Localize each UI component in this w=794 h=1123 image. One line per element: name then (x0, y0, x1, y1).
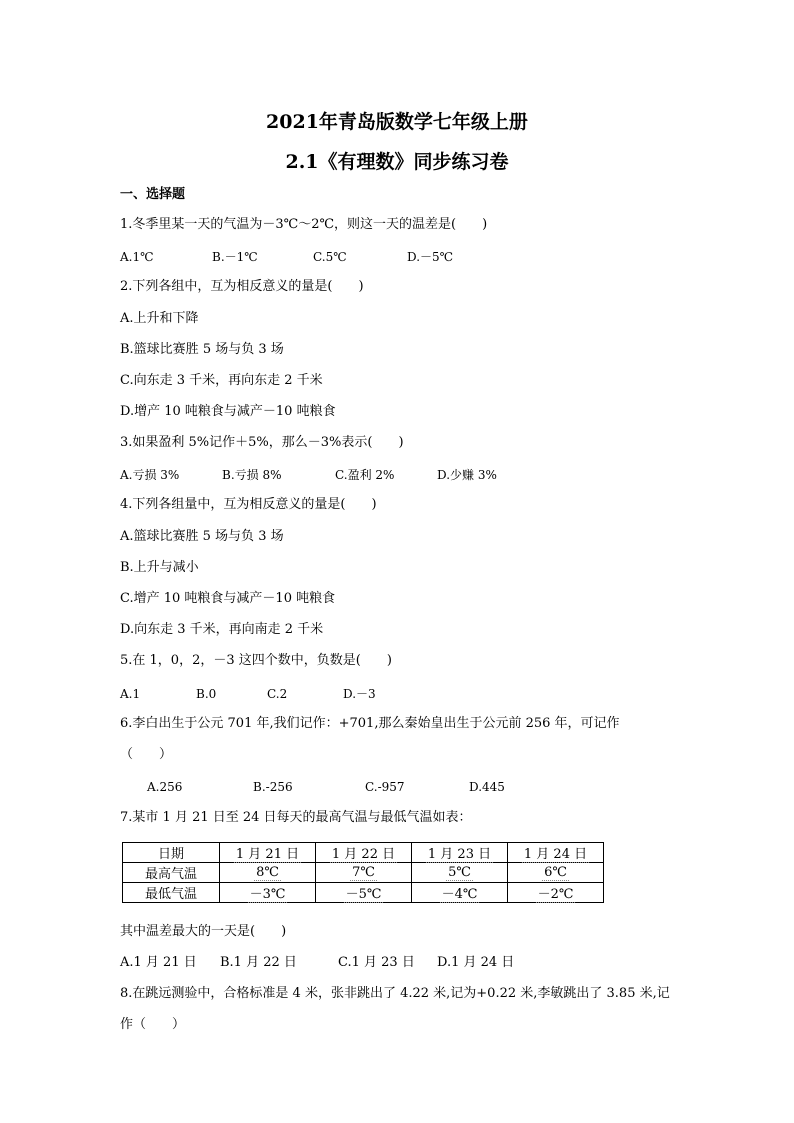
q2-option-d: D.增产 10 吨粮食与减产－10 吨粮食 (120, 404, 336, 419)
table-row (123, 883, 604, 903)
q3-option-d: D.少赚 3% (437, 468, 497, 482)
q7-option-c: C.1 月 23 日 (338, 955, 415, 970)
table-cell: 1 月 24 日 (508, 843, 604, 863)
question-6-stem-cont: （ ） (120, 747, 173, 762)
table-cell: 5℃ (412, 863, 508, 883)
table-cell: －4℃ (412, 883, 508, 903)
question-8-stem: 8.在跳远测验中，合格标准是 4 米，张非跳出了 4.22 米,记为+0.22 米,李敏跳出了 3.85 米,记 (120, 986, 670, 1001)
q6-option-c: C.-957 (365, 780, 405, 794)
q4-option-c: C.增产 10 吨粮食与减产－10 吨粮食 (120, 591, 336, 606)
q3-option-b: B.亏损 8% (222, 468, 282, 482)
q5-option-a: A.1 (120, 687, 141, 701)
table-row (123, 863, 604, 883)
table-cell: 最高气温 (123, 863, 220, 883)
q2-option-b: B.篮球比赛胜 5 场与负 3 场 (120, 342, 284, 357)
question-6-stem: 6.李白出生于公元 701 年,我们记作：+701,那么秦始皇出生于公元前 256 年，可记作 (120, 716, 620, 731)
q2-option-a: A.上升和下降 (120, 311, 199, 326)
table-cell: 1 月 23 日 (412, 843, 508, 863)
q3-option-a: A.亏损 3% (120, 468, 180, 482)
q4-option-a: A.篮球比赛胜 5 场与负 3 场 (120, 529, 284, 544)
table-row (123, 843, 604, 863)
q6-option-d: D.445 (469, 780, 505, 794)
q1-option-d: D.－5℃ (407, 250, 454, 264)
table-cell: 1 月 22 日 (316, 843, 412, 863)
q7-option-a: A.1 月 21 日 (120, 955, 197, 970)
table-cell: －5℃ (316, 883, 412, 903)
section-heading: 一、选择题 (120, 187, 186, 202)
question-8-stem-cont: 作（ ） (120, 1017, 186, 1032)
table-cell: －2℃ (508, 883, 604, 903)
q1-option-b: B.－1℃ (212, 250, 258, 264)
q7-option-b: B.1 月 22 日 (220, 955, 297, 970)
question-5-stem: 5.在 1，0，2，－3 这四个数中，负数是( ) (120, 653, 392, 668)
question-2-stem: 2.下列各组中，互为相反意义的量是( ) (120, 279, 364, 294)
question-4-stem: 4.下列各组量中，互为相反意义的量是( ) (120, 497, 377, 512)
temperature-table (122, 842, 604, 903)
q1-option-c: C.5℃ (313, 250, 347, 264)
q7-option-d: D.1 月 24 日 (437, 955, 515, 970)
q3-option-c: C.盈利 2% (335, 468, 395, 482)
question-7-stem: 7.某市 1 月 21 日至 24 日每天的最高气温与最低气温如表： (120, 810, 472, 825)
table-cell: 7℃ (316, 863, 412, 883)
q6-option-b: B.-256 (253, 780, 293, 794)
question-3-stem: 3.如果盈利 5%记作＋5%，那么－3%表示( ) (120, 435, 404, 450)
q1-option-a: A.1℃ (120, 250, 154, 264)
question-1-stem: 1.冬季里某一天的气温为－3℃～2℃，则这一天的温差是( ) (120, 217, 488, 232)
table-cell: 8℃ (220, 863, 316, 883)
table-cell: 日期 (123, 843, 220, 863)
question-7-stem-cont: 其中温差最大的一天是( ) (120, 924, 287, 939)
worksheet-subtitle: 2.1《有理数》同步练习卷 (285, 151, 509, 173)
q5-option-b: B.0 (196, 687, 217, 701)
q4-option-d: D.向东走 3 千米，再向南走 2 千米 (120, 622, 324, 637)
q5-option-c: C.2 (267, 687, 288, 701)
table-cell: 1 月 21 日 (220, 843, 316, 863)
table-cell: 6℃ (508, 863, 604, 883)
q2-option-c: C.向东走 3 千米，再向东走 2 千米 (120, 373, 323, 388)
q5-option-d: D.－3 (343, 687, 376, 701)
table-cell: 最低气温 (123, 883, 220, 903)
worksheet-title: 2021年青岛版数学七年级上册 (266, 111, 528, 133)
table-cell: －3℃ (220, 883, 316, 903)
q6-option-a: A.256 (147, 780, 183, 794)
q4-option-b: B.上升与减小 (120, 560, 199, 575)
